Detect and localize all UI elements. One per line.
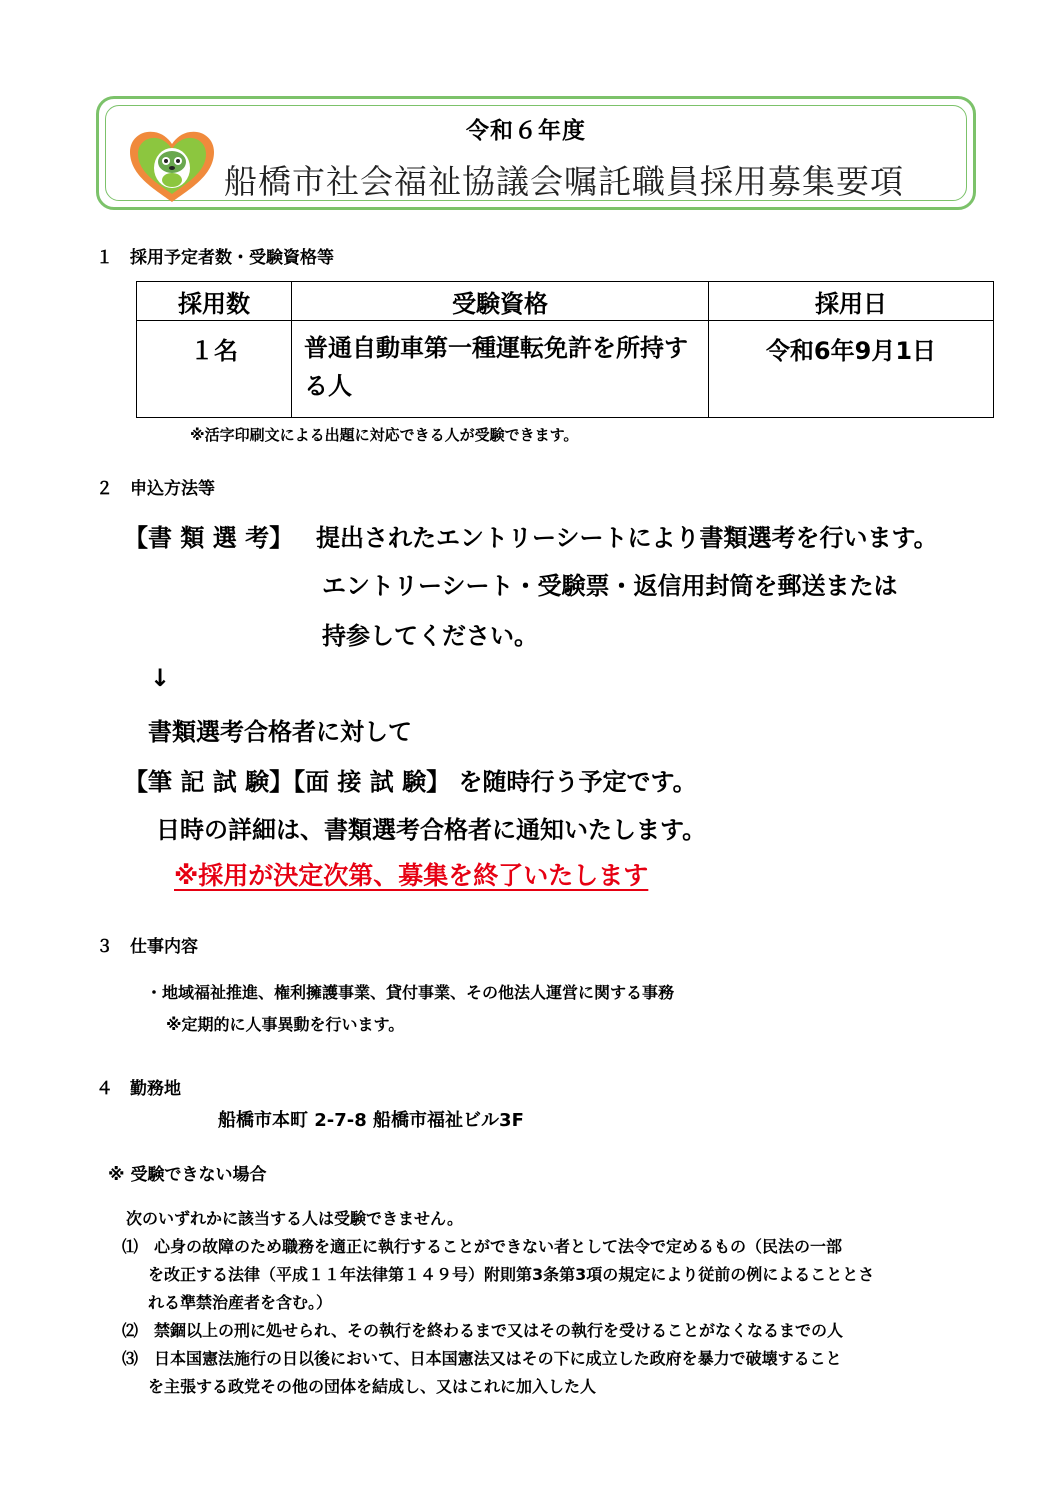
table-cell-date: 令和6年9月1日 <box>709 321 994 418</box>
ineligible-item-3-line2: を主張する政党その他の団体を結成し、又はこれに加入した人 <box>148 1377 597 1396</box>
table-cell-qualification: 普通自動車第一種運転免許を所持する人 <box>292 321 709 418</box>
table-header-date: 採用日 <box>709 282 994 321</box>
section3-heading: ３ 仕事内容 <box>96 937 198 957</box>
screening-line2: エントリーシート・受験票・返信用封筒を郵送または <box>322 572 898 600</box>
exams-text: 【筆 記 試 験】【面 接 試 験】 を随時行う予定です。 <box>124 768 697 796</box>
work-description: ・地域福祉推進、権利擁護事業、貸付事業、その他法人運営に関する事務 <box>146 983 675 1002</box>
mascot-heart-logo <box>126 128 218 204</box>
table-header-row <box>137 282 994 321</box>
transfer-note: ※定期的に人事異動を行います。 <box>166 1015 405 1034</box>
recruit-table <box>136 281 994 418</box>
ineligible-item-1: ⑴ 心身の故障のため職務を適正に執行することができない者として法令で定めるもの（民法の一部 <box>122 1237 843 1256</box>
table-row <box>137 321 994 418</box>
section4-heading: ４ 勤務地 <box>96 1079 181 1099</box>
table-note: ※活字印刷文による出題に対応できる人が受験できます。 <box>190 426 579 444</box>
ineligible-intro: 次のいずれかに該当する人は受験できません。 <box>126 1209 463 1228</box>
passers-text: 書類選考合格者に対して <box>148 718 412 746</box>
ineligible-item-1-line2: を改正する法律（平成１１年法律第１４９号）附則第3条第3項の規定により従前の例によることとさ <box>148 1265 875 1284</box>
section2-heading: ２ 申込方法等 <box>96 479 215 499</box>
table-cell-count: １名 <box>137 321 292 418</box>
work-address: 船橋市本町 2-7-8 船橋市福祉ビル3F <box>218 1110 524 1131</box>
screening-line3: 持参してください。 <box>322 622 538 650</box>
ineligible-item-3: ⑶ 日本国憲法施行の日以後において、日本国憲法又はその下に成立した政府を暴力で破壊すること <box>122 1349 842 1368</box>
closing-note: ※採用が決定次第、募集を終了いたします <box>174 861 649 890</box>
page-title: 船橋市社会福祉協議会嘱託職員採用募集要項 <box>224 162 904 201</box>
ineligible-item-2: ⑵ 禁錮以上の刑に処せられ、その執行を終わるまで又はその執行を受けることがなくなるまでの人 <box>122 1321 843 1340</box>
down-arrow-icon: ↓ <box>150 664 171 692</box>
ineligible-item-1-line3: れる準禁治産者を含む。） <box>148 1293 333 1312</box>
section1-heading: １ 採用予定者数・受験資格等 <box>96 248 334 268</box>
header-year: 令和６年度 <box>466 118 586 144</box>
table-header-count: 採用数 <box>137 282 292 321</box>
ineligible-heading: ※ 受験できない場合 <box>108 1165 267 1185</box>
table-header-qualification: 受験資格 <box>292 282 709 321</box>
screening-label: 【書 類 選 考】 <box>124 524 294 552</box>
details-text: 日時の詳細は、書類選考合格者に通知いたします。 <box>156 816 707 844</box>
screening-text: 提出されたエントリーシートにより書類選考を行います。 <box>316 524 938 552</box>
